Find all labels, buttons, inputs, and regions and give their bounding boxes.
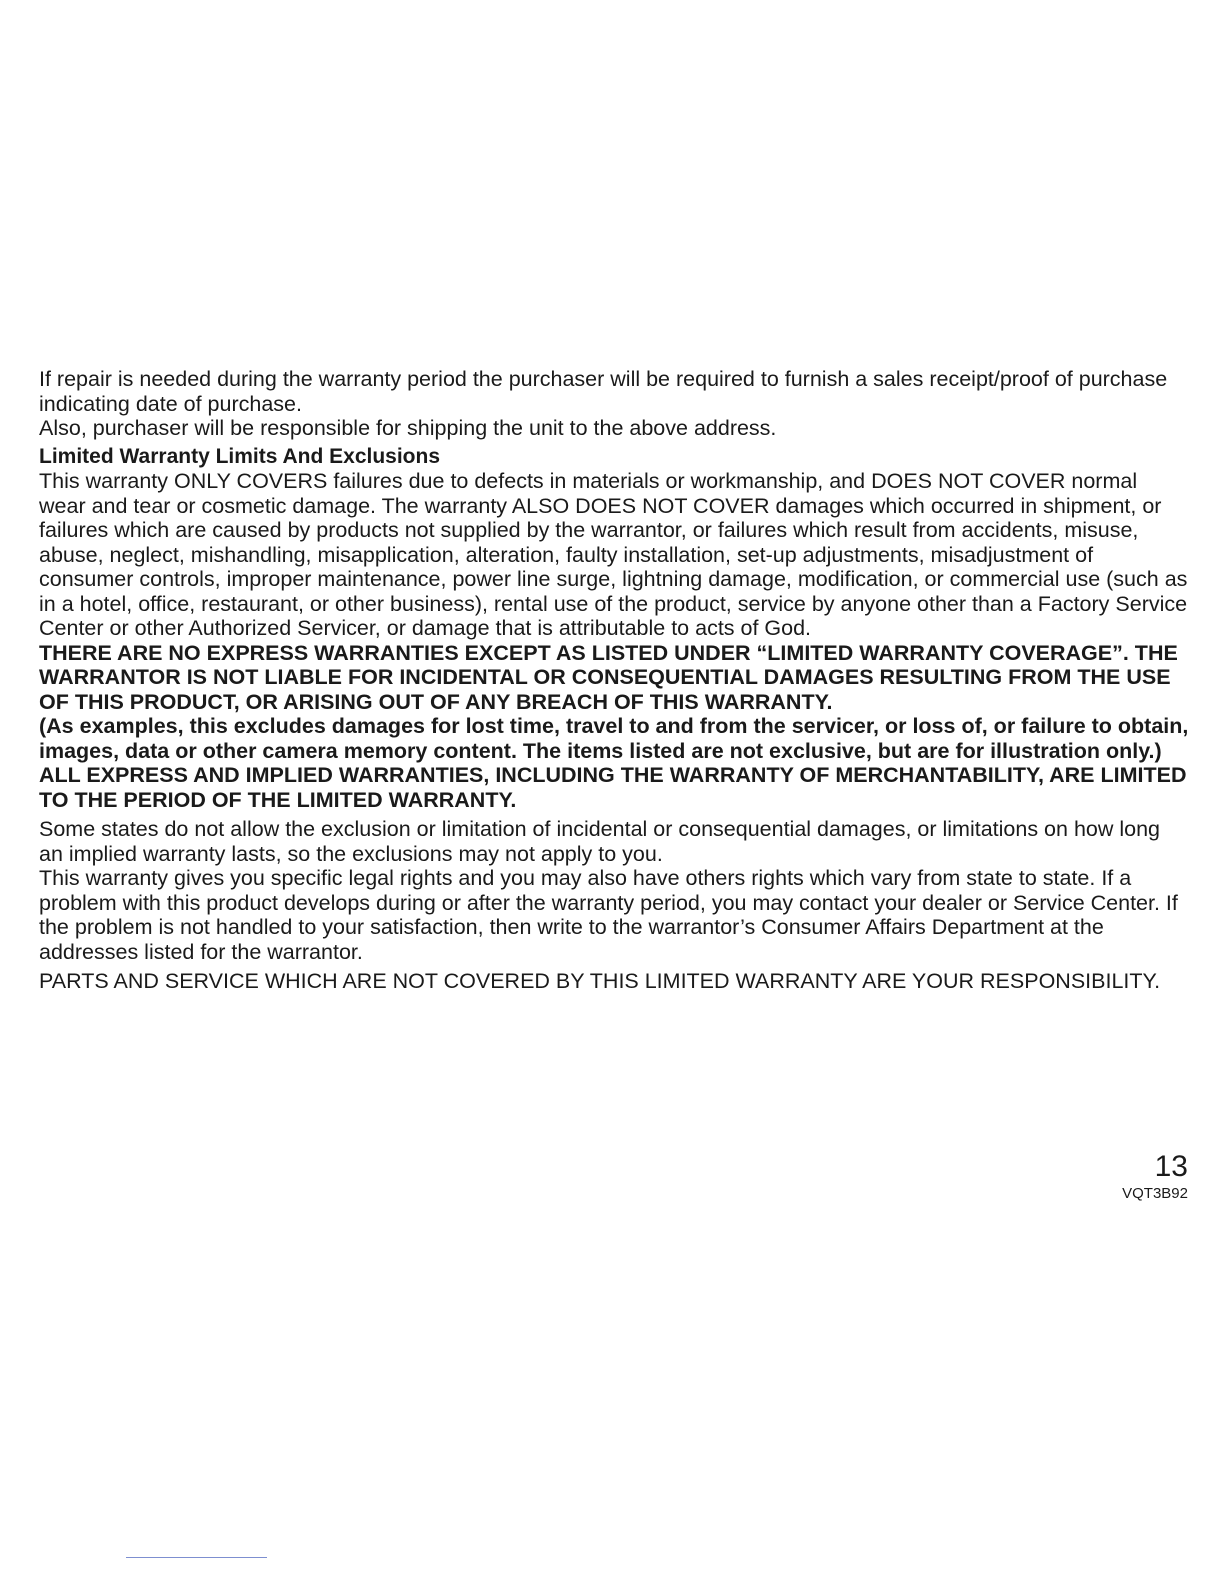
examples-clause-paragraph: (As examples, this excludes damages for lost time, travel to and from the servicer, or loss of, or failure to obtain, images, data or other camera memory content. The items listed are not exclusive, but are for illustration only.) ALL EXPRESS AND IMPLIED WARRANTIES, INCLUDING THE WARRANTY OF MERCHANTABILITY, ARE LIMITED TO THE PERIOD OF THE LIMITED WARRANTY. [39,714,1189,812]
warranty-text-block [39,367,1189,994]
legal-rights-paragraph: This warranty gives you specific legal rights and you may also have others rights which vary from state to state. If a problem with this product develops during or after the warranty period, you may contact your dealer or Service Center. If the problem is not handled to your satisfaction, then write to the warrantor’s Consumer Affairs Department at the addresses listed for the warrantor. [39,866,1178,964]
footer-divider [126,1557,267,1558]
customer-responsibility-paragraph: PARTS AND SERVICE WHICH ARE NOT COVERED BY THIS LIMITED WARRANTY ARE YOUR RESPONSIBILITY. [39,969,1161,993]
shipping-responsibility-paragraph: Also, purchaser will be responsible for shipping the unit to the above address. [39,416,777,440]
repair-notice-paragraph: If repair is needed during the warranty period the purchaser will be required to furnish a sales receipt/proof of purchase indicating date of purchase. [39,367,1168,416]
limits-exclusions-heading: Limited Warranty Limits And Exclusions [39,444,441,468]
state-exclusions-paragraph: Some states do not allow the exclusion or limitation of incidental or consequential damages, or limitations on how long an implied warranty lasts, so the exclusions may not apply to you. [39,817,1161,866]
document-code: VQT3B92 [1122,1185,1188,1202]
no-express-warranties-paragraph: THERE ARE NO EXPRESS WARRANTIES EXCEPT AS LISTED UNDER “LIMITED WARRANTY COVERAGE”. THE WARRANTOR IS NOT LIABLE FOR INCIDENTAL OR CONSEQUENTIAL DAMAGES RESULTING FROM THE USE OF THIS PRODUCT, OR ARISING OUT OF ANY BREACH OF THIS WARRANTY. [39,640,1178,714]
limits-exclusions-body: This warranty ONLY COVERS failures due to defects in materials or workmanship, and DOES NOT COVER normal wear and tear or cosmetic damage. The warranty ALSO DOES NOT COVER damages which occurred in shipment, or failures which are caused by products not supplied by the warrantor, or failures which result from accidents, misuse, abuse, neglect, mishandling, misapplication, alteration, faulty installation, set-up adjustments, misadjustment of consumer controls, improper maintenance, power line surge, lightning damage, modification, or commercial use (such as in a hotel, office, restaurant, or other business), rental use of the product, service by anyone other than a Factory Service Center or other Authorized Servicer, or damage that is attributable to acts of God. [39,469,1188,640]
page-number: 13 [1154,1150,1188,1183]
